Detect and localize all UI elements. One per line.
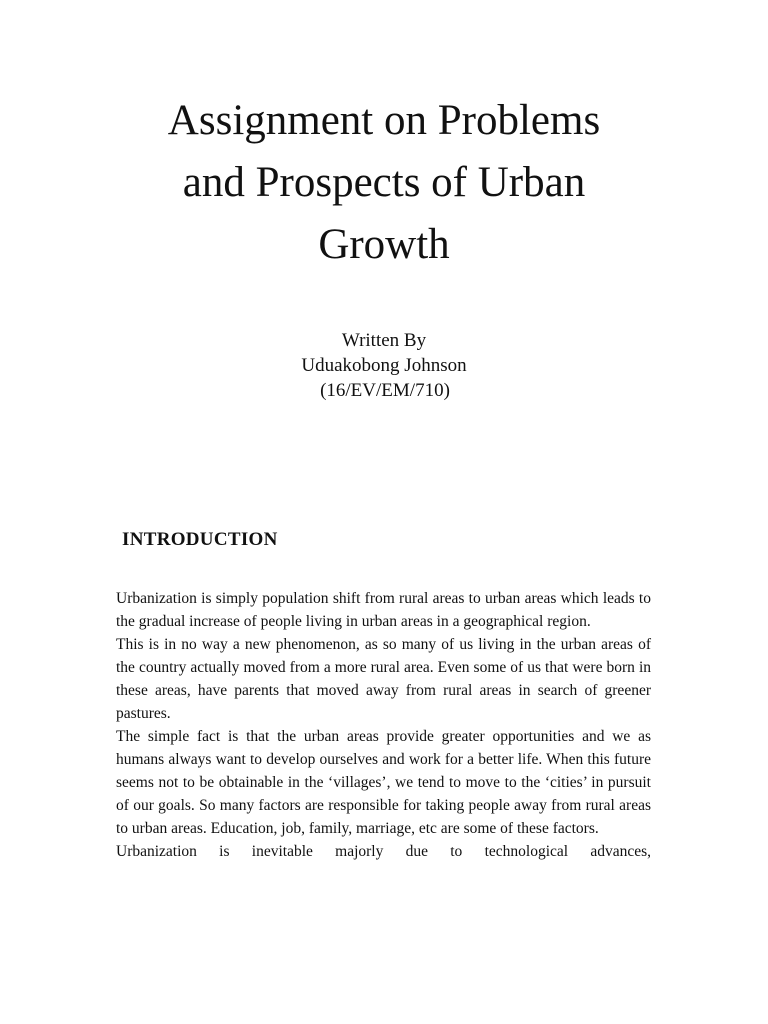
paragraph: The simple fact is that the urban areas provide greater opportunities and we as humans always want to develop ourselves and work for a better life. When this future seems not to be obtainable in the ‘villages’, we tend to move to the ‘cities’ in pursuit of our goals. So many factors are responsible for taking people away from rural areas to urban areas. Education, job, family, marriage, etc are some of these factors.	[116, 728, 651, 837]
registration-number: (16/EV/EM/710)	[320, 380, 450, 401]
paragraph: Urbanization is simply population shift from rural areas to urban areas which leads to the gradual increase of people living in urban areas in a geographical region.	[116, 590, 651, 630]
title-line: Assignment on Problems	[167, 97, 601, 144]
paragraph: Urbanization is inevitable majorly due to technological advances,	[116, 843, 651, 860]
section-heading: INTRODUCTION	[122, 529, 278, 550]
author-name: Uduakobong Johnson	[301, 355, 467, 376]
document-title	[0, 90, 768, 276]
title-line: Growth	[318, 221, 450, 268]
written-by-label: Written By	[341, 330, 427, 351]
body-text	[116, 587, 651, 863]
title-line: and Prospects of Urban	[182, 159, 586, 206]
byline	[0, 328, 768, 403]
paragraph: This is in no way a new phenomenon, as so many of us living in the urban areas of the country actually moved from a more rural area. Even some of us that were born in these areas, have parents that moved away from rural areas in search of greener pastures.	[116, 636, 651, 722]
